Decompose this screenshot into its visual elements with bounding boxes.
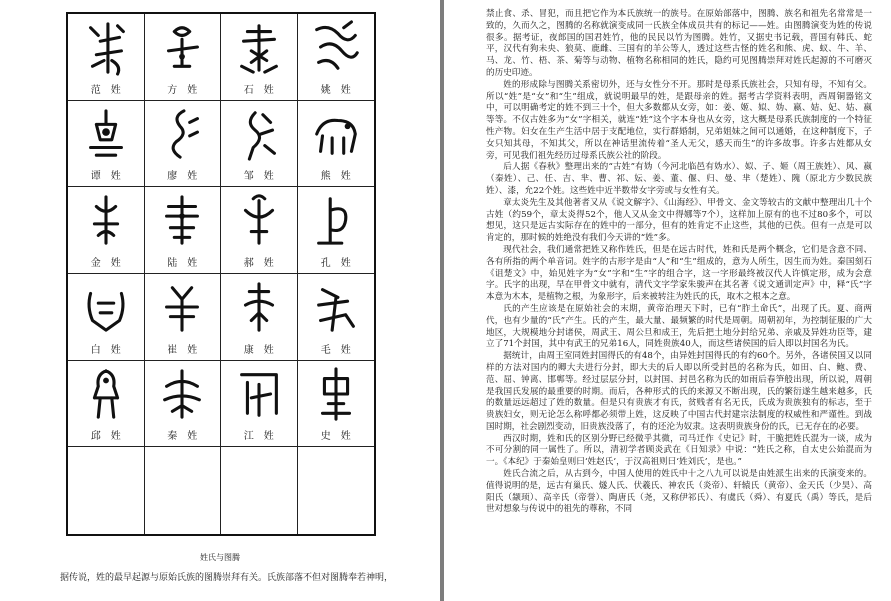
glyph-cell	[68, 101, 145, 188]
body-paragraph: 现代社会，我们通常把姓又称作姓氏，但是在远古时代，姓和氏是两个概念，它们是含意不同、各有所指的两个单音词。姓字的古形字是由“人”和“生”组成的，意为人所生，因生而为姓。秦国刻石《诅楚文》中，始见姓字为“女”字和“生”字的组合字，这一字形最终被汉代人许慎定形，成为会意字。氏字的出现，早在甲骨文中就有，清代文字学家朱骏声在其名著《说文通训定声》中，释“氏”字本意为木本，是植物之根，为象形字，后来被转注为姓氏的氏，取木之根本之意。	[486, 244, 872, 303]
body-paragraph: 氏的产生应该是在原始社会的末期，黄帝治理天下时，已有“胙土命氏”，出现了氏。夏、商两代，也有少量的“氏”产生。氏的产生，最大量、最频繁的时代是周朝。周朝初年，为控制征服的广大地区，大规模地分封诸侯，周武王、周公旦和成王，先后把土地分封给兄弟、亲戚及异姓功臣等，建立了71个封国，其中有武王的兄弟16人，同姓贵族40人，而这些诸侯国的后人即以封国名为氏。	[486, 303, 872, 350]
glyph-cell	[68, 14, 145, 101]
mao-clan-totem-icon	[309, 277, 363, 337]
lu-clan-totem-icon	[155, 190, 209, 250]
glyph-label: 陆姓	[167, 257, 208, 269]
glyph-cell	[298, 361, 375, 448]
glyph-cell	[221, 361, 298, 448]
body-paragraph: 据统计，由周王室同姓封国得氏的有48个，由异姓封国得氏的有约60个。另外，各诸侯国又以同样的方法对国内的卿大夫进行分封，即大夫的后人即以所受封邑的名称为氏，如田、白、鲍、费、范、屈、钟离、邯郸等。经过层层分封，以封国、封邑名称为氏的如雨后春笋般出现，所以说，周朝是我国氏发展的最重要的时期。而后，各种形式的氏的来源又不断出现，氏的繁衍遂生越来越多，氏的数量远远超过了姓的数量。但是只有贵族才有氏，贫贱者有名无氏，氏成为贵族独有的标志，至于贵族妇女，则无论怎么称呼都必须带上姓，这反映了中国古代封建宗法制度的权威性和严谨性。到战国时期，社会剧烈变动，旧贵族没落了，有的还沦为奴隶。这表明贵族身份的氏，已无存在的必要。	[486, 351, 872, 432]
body-paragraph: 姓氏合流之后，从古到今，中国人使用的姓氏中十之八九可以说是由姓派生出来的氏演变来的。值得说明的是，远古有巢氏、燧人氏、伏羲氏、神农氏（炎帝）、轩辕氏（黄帝）、金天氏（少昊）、高阳氏（颛顼）、高辛氏（帝誉）、陶唐氏（尧，又称伊祁氏）、有虞氏（舜）、有夏氏（禹）等氏，是后世对想象与传说中的祖先的尊称，不同	[486, 469, 872, 515]
qiu-clan-totem-icon	[79, 364, 133, 424]
glyph-cell	[298, 447, 375, 534]
right-body-text	[486, 9, 872, 516]
body-paragraph: 章太炎先生及其他著者又从《说文解字》、《山海经》、甲骨文、金文等较古的文献中整理出几十个古姓（约59个，章太炎得52个，他人又从金文中得娜等7个），这样加上原有的也不过80多个，可以想见，这只是远古实际存在的姓中的一部分，但有的姓肯定不止这些，其他的已佚。但有一点是可以肯定的，那时候的姓绝没有我们今天讲的“姓”多。	[486, 197, 872, 244]
cui-clan-totem-icon	[155, 277, 209, 337]
glyph-label: 秦姓	[167, 431, 208, 443]
glyph-label: 姚姓	[320, 84, 361, 96]
glyph-label: 康姓	[243, 344, 284, 356]
glyph-label: 石姓	[243, 84, 284, 96]
body-paragraph: 姓的形成除与图腾关系密切外，还与女性分不开。那时是母系氏族社会，只知有母，不知有父。所以“姓”是“女”和“生”组成，就说明最早的姓，是跟母亲的姓。据考古学资料表明，西周铜器铭文中，可以明确考定的姓不到三十个，但大多数都从女旁，如：姜、姬、姒、妫、嬴、姞、妃、姑、嬴等等。不仅古姓多为“女”字相关，就连“姓”这个字本身也从女旁，这大概是母系氏族制度的一个特征性产物。妇女在生产生活中居于支配地位，实行群婚制，兄弟姐妹之间可以通婚，在这种制度下，子女只知其母，不知其父，所以在神话里流传着“圣人无父，感天而生”的许多故事。许多古姓都从女旁，可见我们祖先经历过母系氏族公社的阶段。	[486, 79, 872, 161]
left-body-text: 据传说，姓的最早起源与原始氏族的图腾崇拜有关。氏族部落不但对图腾奉若神明，	[60, 573, 394, 583]
glyph-cell	[298, 274, 375, 361]
glyph-label: 郝姓	[243, 257, 284, 269]
xiong-clan-totem-icon	[309, 104, 363, 164]
glyph-label: 崔姓	[167, 344, 208, 356]
right-page	[444, 0, 891, 601]
glyph-cell	[221, 14, 298, 101]
glyph-label: 范姓	[90, 84, 131, 96]
kong-clan-totem-icon	[309, 190, 363, 250]
glyph-label: 熊姓	[320, 171, 361, 183]
glyph-cell	[145, 447, 222, 534]
yao-clan-totem-icon	[309, 17, 363, 77]
glyph-label: 金姓	[90, 257, 131, 269]
glyph-cell	[298, 187, 375, 274]
totem-glyph-table	[66, 12, 376, 536]
glyph-label: 毛姓	[320, 344, 361, 356]
glyph-cell	[145, 101, 222, 188]
glyph-cell	[68, 274, 145, 361]
glyph-cell	[221, 447, 298, 534]
shi-clan-totem-icon	[232, 17, 286, 77]
glyph-label: 邹姓	[243, 171, 284, 183]
glyph-cell	[145, 361, 222, 448]
glyph-cell	[298, 14, 375, 101]
glyph-cell	[221, 187, 298, 274]
qin-clan-totem-icon	[155, 364, 209, 424]
glyph-cell	[68, 187, 145, 274]
glyph-label: 方姓	[167, 84, 208, 96]
glyph-label: 廖姓	[167, 171, 208, 183]
hao-clan-totem-icon	[232, 190, 286, 250]
jin-clan-totem-icon	[79, 190, 133, 250]
glyph-label: 白姓	[90, 344, 131, 356]
shi-history-clan-totem-icon	[309, 364, 363, 424]
glyph-cell	[221, 274, 298, 361]
liao-clan-totem-icon	[155, 104, 209, 164]
glyph-label: 邱姓	[90, 431, 131, 443]
glyph-cell	[298, 101, 375, 188]
glyph-cell	[68, 361, 145, 448]
body-paragraph: 禁止食、杀、冒犯，而且把它作为本氏族统一的族号。在原始部落中，图腾、族名和祖先名常常是一致的，久而久之，图腾的名称就演变成同一氏族全体成员共有的标记——姓。由图腾演变为姓的传说很多。据考证，夜郎国的国君姓竹，他的民民以竹为图腾。姓竹，又据史书记载，晋国有韩氏、蛇平，汉代有狗未央、狼莫、鹿雌、三国有的羊公等人，透过这些古怪的姓名和熊、虎、蚁、牛、羊、马、龙、竹、梧、茶、菊等与动物、植物名称相同的姓氏，隐约可见图腾崇拜对姓氏起源的不可磨灭的历史印迹。	[486, 9, 872, 78]
glyph-label: 史姓	[320, 431, 361, 443]
zou-clan-totem-icon	[232, 104, 286, 164]
glyph-cell	[68, 447, 145, 534]
jiang-clan-totem-icon	[232, 364, 286, 424]
glyph-cell	[145, 274, 222, 361]
glyph-label: 孔姓	[320, 257, 361, 269]
body-paragraph: 后人据《春秋》整理出来的“古姓”有妫（今河北临邑有妫水）、姒、子、姬（周王族姓）、风、嬴（秦姓）、己、任、吉、芈、曹、祁、妘、姜、董、偃、归、曼、芈（楚姓）、隗（原北方少数民族姓）、漆，允22个姓。这些姓中近半数带女字旁或与女性有关。	[486, 162, 872, 196]
kang-clan-totem-icon	[232, 277, 286, 337]
body-paragraph: 西汉时期，姓和氏的区别分野已经微乎其微，司马迁作《史记》时，干脆把姓氏混为一谈，成为不可分割的同一属性了。所以，清初学者顾炎武在《日知录》中说：“姓氏之称，自太史公始混而为一。《本纪》于秦始皇则曰‘姓赵氏’，于汉高祖则曰‘姓刘氏’，是也。”	[486, 433, 872, 468]
figure-caption: 姓氏与图腾	[200, 553, 240, 562]
fang-clan-totem-icon	[155, 17, 209, 77]
glyph-cell	[145, 14, 222, 101]
glyph-cell	[221, 101, 298, 188]
bai-clan-totem-icon	[79, 277, 133, 337]
fan-clan-totem-icon	[79, 17, 133, 77]
glyph-label: 谭姓	[90, 171, 131, 183]
left-page	[0, 0, 440, 601]
glyph-label: 江姓	[243, 431, 284, 443]
glyph-cell	[145, 187, 222, 274]
tan-clan-totem-icon	[79, 104, 133, 164]
